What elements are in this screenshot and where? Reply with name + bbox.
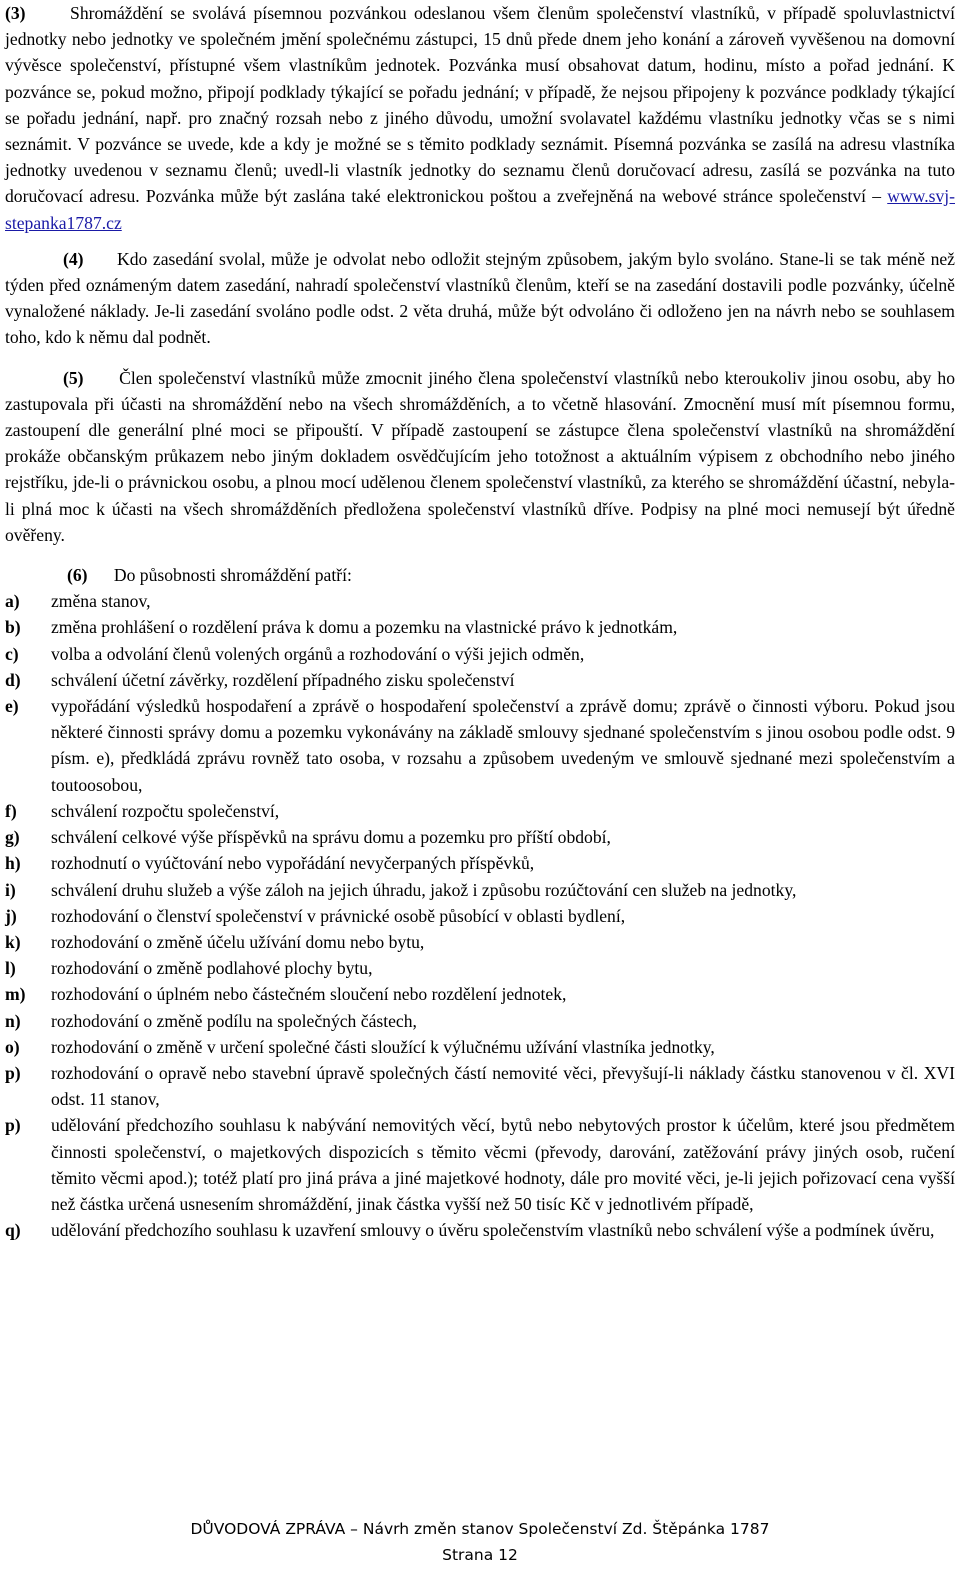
list-item	[5, 1060, 955, 1112]
list-item	[5, 614, 955, 640]
paragraph-number: (4)	[63, 248, 84, 269]
list-item	[5, 929, 955, 955]
paragraph-text: Člen společenství vlastníků může zmocnit jiného člena společenství vlastníků nebo kteroukoliv jinou osobu, aby ho zastupovala při účasti na shromáždění nebo na všech shromážděních, a to včetně hlasování. Zmocnění musí mít písemnou formu, zastoupení dle generální plné moci se připouští. V případě zastoupení se zástupce člena společenství vlastníků na shromáždění prokáže občanským průkazem nebo jiným dokladem osvědčujícím jeho totožnost a aktuálním výpisem z obchodního nebo jiného rejstříku, jde-li o právnickou osobu, a plnou mocí udělenou členem společenství vlastníků, za kterého se shromáždění účastní, nebyla-li plná moc k účasti na všech shromážděních předložena společenství vlastníků dříve. Podpisy na plné moci nemusejí být úředně ověřeny.	[5, 367, 955, 545]
list-item-text: udělování předchozího souhlasu k nabývání nemovitých věcí, bytů nebo nebytových prostor k účelům, které jsou předmětem činnosti společenství, o majetkových dispozicích s těmito věcmi (převody, darování, zatěžování právy jiných osob, ručení těmito věcmi apod.); totéž platí pro jiná práva a jiné majetkové hodnoty, dále pro movité věci, je-li jejich pořizovací cena vyšší než částka určená usnesením shromáždění, jinak částka vyšší než 50 tisíc Kč v jednotlivém případě,	[51, 1115, 955, 1214]
list-item-label: e)	[5, 696, 19, 717]
list-item-text: rozhodování o členství společenství v právnické osobě působící v oblasti bydlení,	[51, 905, 626, 926]
footer-page-number: Strana 12	[442, 1546, 518, 1564]
list-item	[5, 693, 955, 798]
list-item	[5, 1217, 955, 1243]
website-link[interactable]: www.svj-stepanka1787.cz	[5, 186, 955, 233]
list-item-text: rozhodování o opravě nebo stavební úpravě společných částí nemovité věci, převyšují-li náklady částku stanovenou v čl. XVI odst. 11 stanov,	[51, 1062, 955, 1110]
list-item	[5, 903, 955, 929]
list-item-text: vypořádání výsledků hospodaření a zprávě o hospodaření společenství a zprávě domu; zprávě o činnosti výboru. Pokud jsou některé činnosti správy domu a pozemku vykonávány na základě smlouvy sjednané společenstvím s jinou osobou podle odst. 9 písm. e), předkládá zprávu rovněž tato osoba, v rozsahu a způsobem uvedeným ve smlouvě sjednané mezi společenstvím a toutoosobou,	[51, 696, 955, 795]
list-item-label: o)	[5, 1036, 20, 1057]
paragraph-3	[5, 0, 955, 236]
document-body	[5, 0, 955, 1243]
list-item-text: rozhodování o změně podílu na společných částech,	[51, 1010, 417, 1031]
list-item-label: a)	[5, 591, 20, 612]
list-item-label: i)	[5, 879, 16, 900]
paragraph-number: (5)	[63, 367, 84, 388]
list-item-text: udělování předchozího souhlasu k uzavření smlouvy o úvěru společenstvím vlastníků nebo schválení výše a podmínek úvěru,	[51, 1220, 935, 1241]
list-item-label: l)	[5, 958, 16, 979]
list-item	[5, 877, 955, 903]
footer-title: DŮVODOVÁ ZPRÁVA – Návrh změn stanov Společenství Zd. Štěpánka 1787	[190, 1520, 770, 1538]
list-item-text: rozhodování o změně v určení společné části sloužící k výlučnému užívání vlastníka jednotky,	[51, 1036, 715, 1057]
paragraph-5	[5, 365, 955, 548]
list-item-label: b)	[5, 617, 21, 638]
paragraph-text: Kdo zasedání svolal, může je odvolat nebo odložit stejným způsobem, jakým bylo svoláno. Stane-li se tak méně než týden před oznámeným datem zasedání, nahradí společenství vlastníků členům, kteří se na zasedání dostavili podle pozvánky, účelně vynaložené náklady. Je-li zasedání svoláno podle odst. 2 věta druhá, může být odvoláno či odloženo jen na návrh nebo se souhlasem toho, kdo k němu dal podnět.	[5, 248, 955, 348]
list-item-label: p)	[5, 1115, 21, 1136]
list-item-text: schválení rozpočtu společenství,	[51, 800, 280, 821]
list-item-label: h)	[5, 853, 21, 874]
list-item	[5, 798, 955, 824]
list-item-label: m)	[5, 984, 26, 1005]
paragraph-6-title	[5, 562, 955, 588]
list-item-text: rozhodování o změně podlahové plochy bytu,	[51, 958, 373, 979]
list-item	[5, 824, 955, 850]
list-item	[5, 955, 955, 981]
list-item-label: q)	[5, 1220, 21, 1241]
list-item-label: j)	[5, 905, 17, 926]
list-item-label: k)	[5, 931, 21, 952]
list-item-text: schválení celkové výše příspěvků na správu domu a pozemku pro příští období,	[51, 827, 611, 848]
list-item	[5, 1034, 955, 1060]
list-item	[5, 588, 955, 614]
list-item-label: g)	[5, 827, 20, 848]
list-item-text: rozhodování o změně účelu užívání domu nebo bytu,	[51, 931, 425, 952]
list-item	[5, 981, 955, 1007]
list-item-text: rozhodování o úplném nebo částečném sloučení nebo rozdělení jednotek,	[51, 984, 567, 1005]
list-item	[5, 850, 955, 876]
list-item-label: c)	[5, 643, 19, 664]
list-item-text: změna stanov,	[51, 591, 151, 612]
paragraph-number: (3)	[5, 3, 26, 23]
list-item	[5, 667, 955, 693]
paragraph-text: Shromáždění se svolává písemnou pozvánkou odeslanou všem členům společenství vlastníků, v případě spoluvlastnictví jednotky nebo jednotky ve společném jmění společnému zástupci, 15 dnů přede dnem jeho konání a zároveň vyvěšenou na domovní vývěsce společenství, přístupné všem vlastníkům jednotek. Pozvánka musí obsahovat datum, hodinu, místo a pořad jednání. K pozvánce se, pokud možno, připojí podklady týkající se pořadu jednání; v případě, že nejsou připojeny k pozvánce podklady týkající se pořadu jednání, např. pro značný rozsah nebo z jiného důvodu, umožní svolavatel každému vlastníku jednotky včas se s nimi seznámit. V pozvánce se uvede, kde a kdy je možné se s těmito podklady seznámit. Písemná pozvánka se zasílá na adresu vlastníka jednotky uvedenou v seznamu členů; uvedl-li vlastník jednotky do seznamu členů doručovací adresu, zasílá se pozvánka na tuto doručovací adresu. Pozvánka může být zaslána také elektronickou poštou a zveřejněná na webové stránce společenství –	[5, 3, 955, 207]
paragraph-4	[5, 246, 955, 351]
list-item	[5, 641, 955, 667]
list-item-text: schválení účetní závěrky, rozdělení případného zisku společenství	[51, 669, 515, 690]
list-item	[5, 1112, 955, 1217]
list-item	[5, 1008, 955, 1034]
paragraph-text: Do působnosti shromáždění patří:	[113, 565, 352, 586]
list-item-text: změna prohlášení o rozdělení práva k domu a pozemku na vlastnické právo k jednotkám,	[51, 617, 678, 638]
competence-list	[5, 588, 955, 1243]
list-item-label: d)	[5, 669, 21, 690]
paragraph-number: (6)	[67, 565, 88, 586]
list-item-text: rozhodnutí o vyúčtování nebo vypořádání nevyčerpaných příspěvků,	[51, 853, 535, 874]
list-item-label: n)	[5, 1010, 21, 1031]
list-item-text: volba a odvolání členů volených orgánů a rozhodování o výši jejich odměn,	[51, 643, 585, 664]
list-item-label: p)	[5, 1062, 21, 1083]
list-item-label: f)	[5, 800, 17, 821]
list-item-text: schválení druhu služeb a výše záloh na jejich úhradu, jakož i způsobu rozúčtování cen služeb na jednotky,	[51, 879, 797, 900]
